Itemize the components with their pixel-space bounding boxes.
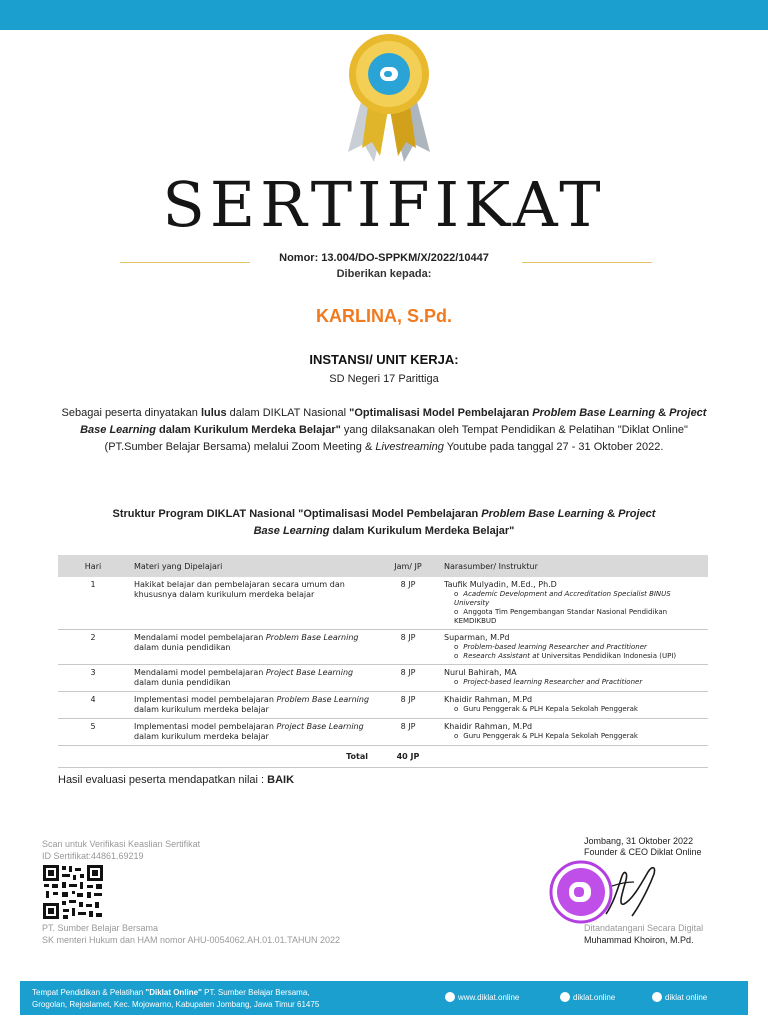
footer-text: Tempat Pendidikan & Pelatihan <box>32 988 146 997</box>
statement-livestreaming: Livestreaming <box>375 441 444 453</box>
row-hours: 8 JP <box>378 577 438 630</box>
program-table <box>58 555 708 768</box>
col-header-material: Materi yang Dipelajari <box>128 555 378 577</box>
bullet-icon: o <box>454 608 459 616</box>
credential-text: Problem-based learning Researcher and Practitioner <box>463 643 647 651</box>
qr-code-icon[interactable] <box>42 864 104 920</box>
speaker-name: Nurul Bahirah, MA <box>444 668 517 677</box>
bullet-icon: o <box>454 732 459 740</box>
youtube-label: diklat online <box>665 992 708 1002</box>
row-day: 5 <box>58 719 128 746</box>
speaker-name: Suparman, M.Pd <box>444 633 510 642</box>
statement-program: & <box>655 407 670 419</box>
table-row <box>58 719 708 746</box>
evaluation-grade: BAIK <box>267 774 295 786</box>
total-label: Total <box>58 746 378 768</box>
speaker-credential <box>444 643 702 652</box>
statement-text: Sebagai peserta dinyatakan <box>61 407 201 419</box>
instagram-label: diklat.online <box>573 992 616 1002</box>
row-material <box>128 692 378 719</box>
credential-text: Research Assistant at <box>463 652 542 660</box>
statement-program-pbl: Problem Base Learning <box>532 407 656 419</box>
verification-scan-text: Scan untuk Verifikasi Keaslian Sertifikat <box>42 839 201 849</box>
speaker-credential <box>444 705 702 714</box>
footer-address <box>32 987 319 1011</box>
credential-text: Guru Penggerak & PLH Kepala Sekolah Penggerak <box>463 705 638 713</box>
credential-text: Guru Penggerak & PLH Kepala Sekolah Penggerak <box>463 732 638 740</box>
row-hours: 8 JP <box>378 630 438 665</box>
material-text: dalam kurikulum merdeka belajar <box>134 732 269 741</box>
row-day: 4 <box>58 692 128 719</box>
material-text: Mendalami model pembelajaran <box>134 633 266 642</box>
row-hours: 8 JP <box>378 719 438 746</box>
speaker-name: Khaidir Rahman, M.Pd <box>444 695 533 704</box>
instagram-icon <box>560 992 570 1002</box>
material-model: Problem Base Learning <box>265 633 359 642</box>
row-material: Hakikat belajar dan pembelajaran secara umum dan khususnya dalam kurikulum merdeka belajar <box>128 577 378 630</box>
signer-role: Founder & CEO Diklat Online <box>584 847 702 857</box>
website-label: www.diklat.online <box>458 992 520 1002</box>
signer-name: Muhammad Khoiron, M.Pd. <box>584 935 694 945</box>
company-info <box>42 922 340 946</box>
credential-text: Academic Development and Accreditation Specialist BINUS University <box>454 590 671 607</box>
certificate-number: Nomor: 13.004/DO-SPPKM/X/2022/10447 <box>279 252 489 264</box>
speaker-credential <box>444 608 702 626</box>
table-total-row <box>58 746 708 768</box>
top-banner <box>0 0 768 30</box>
bullet-icon: o <box>454 590 459 598</box>
table-row <box>58 630 708 665</box>
bullet-icon: o <box>454 705 459 713</box>
credential-text: Anggota Tim Pengembangan Standar Nasional Pendidikan KEMDIKBUD <box>454 608 668 625</box>
youtube-icon <box>652 992 662 1002</box>
footer-text: PT. Sumber Belajar Bersama, <box>201 988 310 997</box>
speaker-credential <box>444 590 702 608</box>
globe-icon <box>445 992 455 1002</box>
row-day: 2 <box>58 630 128 665</box>
footer-bar <box>20 981 748 1015</box>
speaker-name: Khaidir Rahman, M.Pd <box>444 722 533 731</box>
structure-pjbl: Project Base Learning <box>253 508 656 537</box>
footer-instagram-link[interactable] <box>560 992 615 1002</box>
row-day: 3 <box>58 665 128 692</box>
footer-website-link[interactable] <box>445 992 519 1002</box>
speaker-credential <box>444 652 702 661</box>
footer-brand: "Diklat Online" <box>145 988 202 997</box>
footer-address-line2: Grogolan, Rejoslamet, Kec. Mojowarno, Kabupaten Jombang, Jawa Timur 61475 <box>32 1000 320 1009</box>
material-text: Implementasi model pembelajaran <box>134 722 277 731</box>
row-hours: 8 JP <box>378 692 438 719</box>
award-medal-icon <box>334 30 444 170</box>
institution-label: INSTANSI/ UNIT KERJA: <box>309 352 459 367</box>
structure-pbl: Problem Base Learning <box>481 508 605 520</box>
evaluation-result <box>58 774 294 786</box>
statement-text: yang dilaksanakan oleh Tempat Pendidikan & Pelatihan "Diklat Online" (PT.Sumber Belajar Bersama) melalui Zoom Meeting & <box>104 424 688 453</box>
footer-address-line1 <box>32 987 319 999</box>
bullet-icon: o <box>454 652 459 660</box>
given-to-label: Diberikan kepada: <box>336 268 432 280</box>
digital-signature-note: Ditandatangani Secara Digital <box>584 923 704 933</box>
material-text: dalam kurikulum merdeka belajar <box>134 705 269 714</box>
table-row <box>58 692 708 719</box>
material-text: dalam dunia pendidikan <box>134 678 231 687</box>
signature-date: Jombang, 31 Oktober 2022 <box>584 836 694 846</box>
statement-pass: lulus <box>200 407 227 419</box>
table-row <box>58 577 708 630</box>
row-speaker <box>438 665 708 692</box>
structure-text: dalam Kurikulum Merdeka Belajar" <box>329 525 515 537</box>
bullet-icon: o <box>454 678 459 686</box>
certificate-statement <box>60 405 708 456</box>
col-header-speaker: Narasumber/ Instruktur <box>438 555 708 577</box>
material-text: Implementasi model pembelajaran <box>134 695 277 704</box>
material-text: Mendalami model pembelajaran <box>134 668 266 677</box>
program-structure-heading <box>100 506 668 540</box>
evaluation-label: Hasil evaluasi peserta mendapatkan nilai : <box>58 774 268 786</box>
row-speaker <box>438 630 708 665</box>
total-value: 40 JP <box>378 746 438 768</box>
material-text: dalam dunia pendidikan <box>134 643 231 652</box>
bullet-icon: o <box>454 643 459 651</box>
col-header-day: Hari <box>58 555 128 577</box>
material-model: Project Base Learning <box>276 722 364 731</box>
credential-text: Project-based learning Researcher and Practitioner <box>463 678 643 686</box>
footer-youtube-link[interactable] <box>652 992 707 1002</box>
structure-text: & <box>604 508 619 520</box>
table-row <box>58 665 708 692</box>
statement-program-pjbl: Project Base Learning <box>80 407 707 436</box>
total-empty <box>438 746 708 768</box>
row-speaker <box>438 692 708 719</box>
recipient-name: KARLINA, S.Pd. <box>315 306 452 326</box>
statement-program: "Optimalisasi Model Pembelajaran <box>349 407 533 419</box>
speaker-credential <box>444 678 702 687</box>
institution-value: SD Negeri 17 Parittiga <box>329 373 439 385</box>
row-material <box>128 630 378 665</box>
row-material <box>128 719 378 746</box>
speaker-credential <box>444 732 702 741</box>
statement-text: dalam DIKLAT Nasional <box>226 407 350 419</box>
statement-text: Youtube pada tanggal 27 - 31 Oktober 2022. <box>443 441 664 453</box>
structure-text: Struktur Program DIKLAT Nasional "Optimalisasi Model Pembelajaran <box>112 508 482 520</box>
credential-text: Universitas Pendidikan Indonesia (UPI) <box>541 652 677 660</box>
diklat-logo-signature-icon <box>548 856 668 926</box>
statement-program: dalam Kurikulum Merdeka Belajar" <box>155 424 341 436</box>
certificate-title: SERTIFIKAT <box>162 168 606 241</box>
company-name: PT. Sumber Belajar Bersama <box>42 923 159 933</box>
table-header-row <box>58 555 708 577</box>
row-day: 1 <box>58 577 128 630</box>
row-speaker <box>438 577 708 630</box>
certificate-id: ID Sertifikat:44861.69219 <box>42 851 144 861</box>
signature-date-block <box>584 836 702 858</box>
material-model: Project Base Learning <box>265 668 354 677</box>
material-model: Problem Base Learning <box>276 695 370 704</box>
col-header-hours: Jam/ JP <box>378 555 438 577</box>
company-legal-decree: SK menteri Hukum dan HAM nomor AHU-0054062.AH.01.01.TAHUN 2022 <box>42 935 340 945</box>
verification-info <box>42 838 200 862</box>
speaker-name: Taufik Mulyadin, M.Ed., Ph.D <box>444 580 557 589</box>
row-hours: 8 JP <box>378 665 438 692</box>
row-material <box>128 665 378 692</box>
row-speaker <box>438 719 708 746</box>
